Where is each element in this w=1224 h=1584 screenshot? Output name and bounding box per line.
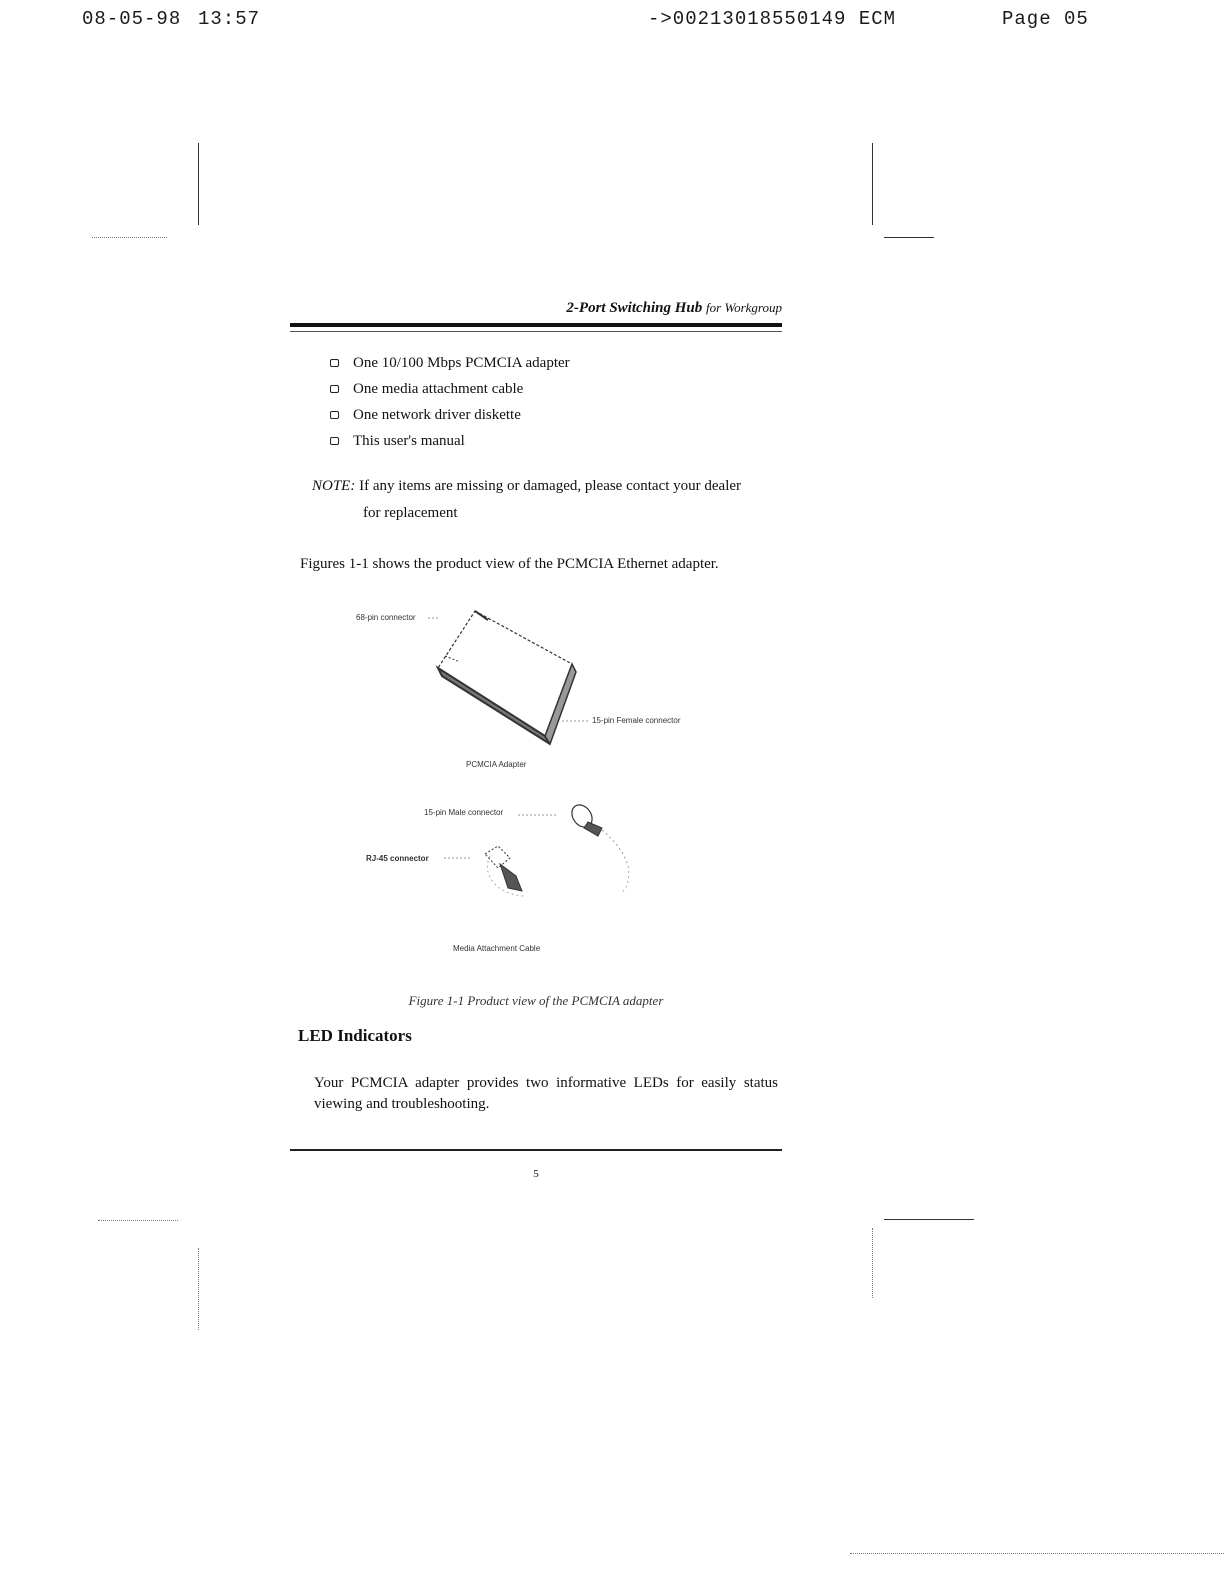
- list-item: [330, 428, 570, 454]
- crop-mark-bottom-right-h: [884, 1219, 974, 1220]
- section-title-led-indicators: LED Indicators: [298, 1026, 412, 1045]
- male-connector-icon: [568, 801, 628, 866]
- crop-mark-bottom-right-v: [872, 1228, 873, 1298]
- fax-date: 08-05-98: [82, 8, 182, 30]
- pcmcia-card-icon: [438, 611, 576, 744]
- bullet-icon: [330, 411, 339, 419]
- label-15-pin-female-connector: 15-pin Female connector: [592, 716, 681, 725]
- list-item-text: This user's manual: [353, 433, 465, 449]
- label-pcmcia-adapter: PCMCIA Adapter: [466, 760, 527, 769]
- figure-caption: Figure 1-1 Product view of the PCMCIA adapter: [408, 993, 664, 1008]
- bottom-edge-line: [850, 1553, 1224, 1554]
- fax-number: ->00213018550149 ECM: [648, 8, 897, 30]
- crop-mark-bottom-left-h: [98, 1220, 178, 1221]
- list-item: [330, 350, 570, 376]
- note-text: If any items are missing or damaged, please contact your dealer: [359, 478, 742, 494]
- running-head: [290, 300, 782, 317]
- note-continuation: for replacement: [363, 505, 458, 521]
- list-item-text: One network driver diskette: [353, 407, 521, 423]
- bullet-icon: [330, 385, 339, 393]
- pcmcia-adapter-illustration: [340, 596, 740, 996]
- running-head-title: 2-Port Switching Hub: [566, 300, 703, 316]
- product-figure: [340, 596, 740, 996]
- list-item: [330, 402, 570, 428]
- label-15-pin-male-connector: 15-pin Male connector: [424, 808, 504, 817]
- led-indicators-paragraph: Your PCMCIA adapter provides two informative LEDs for easily status viewing and troubleshooting.: [314, 1075, 778, 1112]
- label-68-pin-connector: 68-pin connector: [356, 613, 416, 622]
- crop-mark-bottom-left-v: [198, 1248, 199, 1330]
- list-item: [330, 376, 570, 402]
- fax-time: 13:57: [198, 8, 261, 30]
- rj45-connector-icon: [485, 846, 629, 896]
- note-block: [312, 473, 782, 527]
- label-media-attachment-cable: Media Attachment Cable: [453, 944, 541, 953]
- bullet-icon: [330, 437, 339, 445]
- label-rj45-connector: RJ-45 connector: [366, 854, 429, 863]
- list-item-text: One media attachment cable: [353, 381, 524, 397]
- bullet-icon: [330, 359, 339, 367]
- footer-rule: [290, 1149, 782, 1151]
- figure-intro-paragraph: Figures 1-1 shows the product view of the PCMCIA Ethernet adapter.: [300, 556, 719, 572]
- header-rule-thick: [290, 323, 782, 327]
- running-head-suffix: for Workgroup: [706, 300, 782, 315]
- list-item-text: One 10/100 Mbps PCMCIA adapter: [353, 355, 570, 371]
- note-label: NOTE:: [312, 478, 356, 494]
- crop-mark-top-left-v: [198, 143, 199, 225]
- fax-page: Page 05: [1002, 8, 1089, 30]
- header-rule-thin: [290, 331, 782, 332]
- package-items-list: [330, 350, 570, 454]
- page-number: 5: [533, 1168, 539, 1180]
- crop-mark-top-right-h: [884, 237, 934, 238]
- crop-mark-top-right-v: [872, 143, 873, 225]
- crop-mark-top-left-h: [92, 237, 167, 238]
